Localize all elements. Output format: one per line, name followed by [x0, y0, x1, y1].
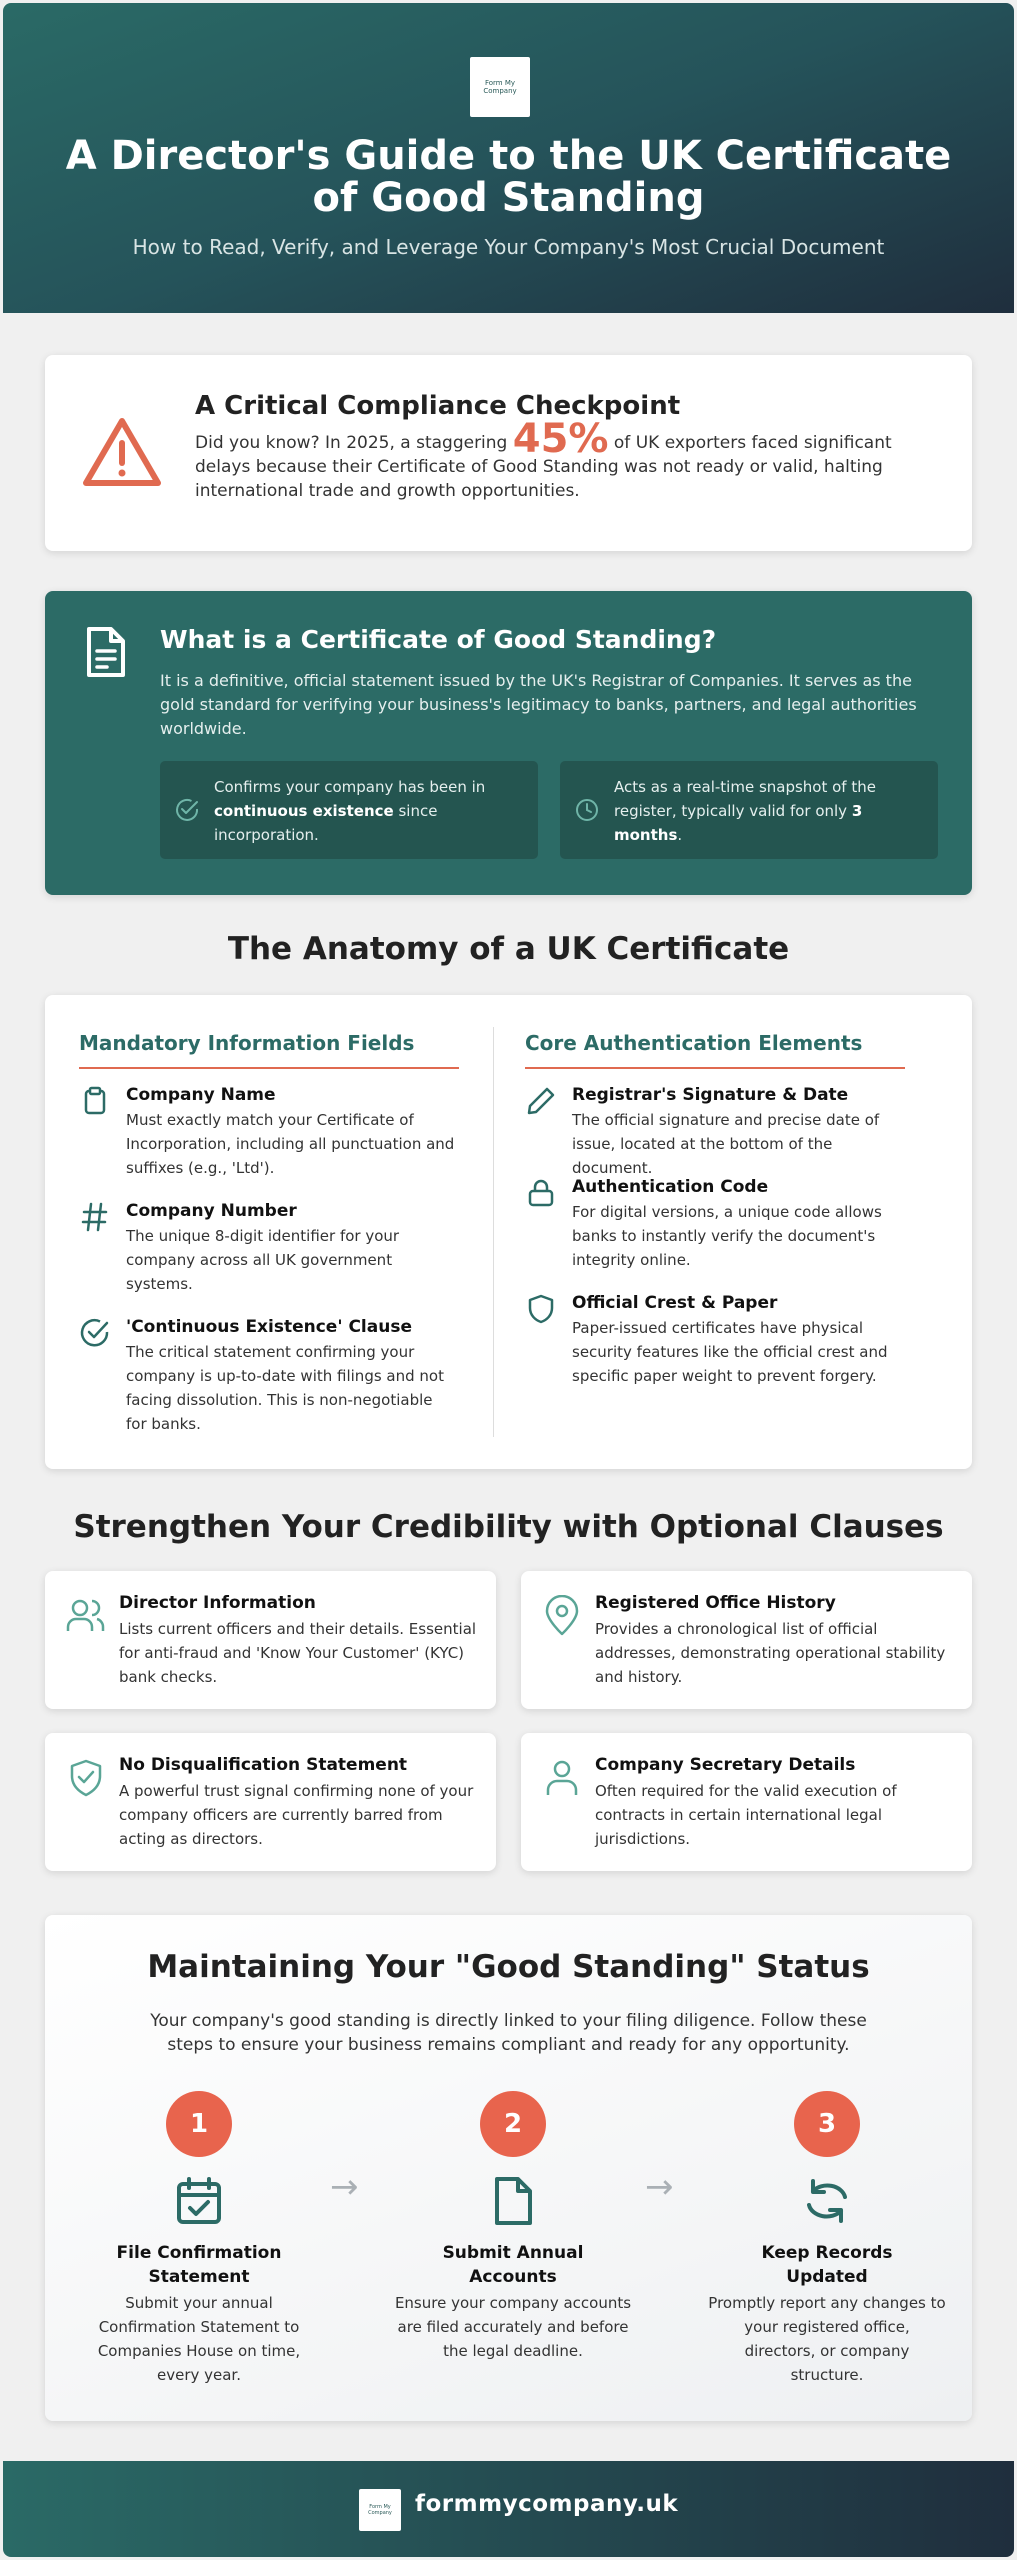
fact-card	[160, 761, 538, 859]
fact-text-bold: continuous existence	[214, 802, 394, 820]
anatomy-item-text: The official signature and precise date of issue, located at the bottom of the document.	[572, 1111, 880, 1177]
fact-text	[614, 775, 914, 847]
optional-clause-card	[521, 1571, 972, 1709]
anatomy-item-text: Paper-issued certificates have physical security features like the official crest and specific paper weight to prevent forgery.	[572, 1319, 888, 1385]
file-icon	[487, 2175, 539, 2227]
shield-check-icon	[65, 1757, 107, 1799]
clause-title: No Disqualification Statement	[119, 1755, 408, 1775]
anatomy-item-title: Company Name	[126, 1085, 276, 1105]
page-title: A Director's Guide to the UK Certificate of Good Standing	[65, 133, 952, 221]
optional-clause-card	[45, 1733, 496, 1871]
infographic	[3, 3, 1014, 2557]
refresh-icon	[801, 2175, 853, 2227]
compliance-alert-card	[45, 355, 972, 551]
column-divider	[493, 1027, 494, 1437]
step-number: 2	[480, 2091, 546, 2157]
pencil-icon	[525, 1085, 557, 1117]
clause-text: Lists current officers and their details. Essential for anti-fraud and 'Know Your Customer' (KYC) bank checks.	[119, 1620, 477, 1686]
authentication-heading: Core Authentication Elements	[525, 1031, 905, 1069]
step-text: Promptly report any changes to your registered office, directors, or company structure.	[708, 2294, 946, 2384]
maintain-intro: Your company's good standing is directly linked to your filing diligence. Follow these steps to ensure your business remains compliant and ready for any opportunity.	[150, 2011, 867, 2055]
fact-text	[214, 775, 514, 847]
lock-icon	[525, 1177, 557, 1209]
anatomy-item-text: The unique 8-digit identifier for your company across all UK government systems.	[126, 1227, 400, 1293]
anatomy-item-title: Authentication Code	[572, 1177, 769, 1197]
optional-clauses-title: Strengthen Your Credibility with Optional Clauses	[73, 1509, 944, 1545]
what-is-section	[45, 591, 972, 895]
footer-site-link[interactable]: formmycompany.uk	[415, 2491, 679, 2517]
step-title: File Confirmation Statement	[116, 2243, 282, 2287]
alert-text-before: Did you know? In 2025, a staggering	[195, 433, 513, 453]
maintain-title: Maintaining Your "Good Standing" Status	[147, 1949, 870, 1985]
shield-icon	[525, 1293, 557, 1325]
optional-clause-card	[45, 1571, 496, 1709]
anatomy-item-title: Registrar's Signature & Date	[572, 1085, 849, 1105]
alert-text	[195, 416, 915, 503]
step-text: Ensure your company accounts are filed accurately and before the legal deadline.	[394, 2294, 632, 2360]
anatomy-card	[45, 995, 972, 1469]
user-icon	[541, 1757, 583, 1799]
users-icon	[65, 1595, 107, 1637]
step-item	[69, 2091, 329, 2387]
anatomy-item-text: Must exactly match your Certificate of Incorporation, including all punctuation and suffixes (e.g., 'Ltd').	[126, 1111, 455, 1177]
step-title: Submit Annual Accounts	[442, 2243, 584, 2287]
check-circle-icon	[174, 797, 200, 823]
step-item	[383, 2091, 643, 2363]
anatomy-item-text: The critical statement confirming your company is up-to-date with filings and not facing dissolution. This is non-negotiable for banks.	[126, 1343, 444, 1433]
fact-text-after: .	[677, 826, 683, 844]
step-item	[697, 2091, 957, 2387]
map-pin-icon	[541, 1595, 583, 1637]
clause-title: Director Information	[119, 1593, 316, 1613]
document-icon	[83, 625, 129, 679]
anatomy-item-title: 'Continuous Existence' Clause	[126, 1317, 412, 1337]
anatomy-item-title: Company Number	[126, 1201, 297, 1221]
alert-title: A Critical Compliance Checkpoint	[195, 391, 681, 421]
fact-text-before: Acts as a real-time snapshot of the register, typically valid for only	[614, 778, 876, 820]
mandatory-fields-heading: Mandatory Information Fields	[79, 1031, 459, 1069]
footer-logo-text: Form My Company	[368, 2504, 392, 2516]
maintain-status-section	[45, 1915, 972, 2421]
clause-text: A powerful trust signal confirming none of your company officers are currently barred from acting as directors.	[119, 1782, 474, 1848]
step-number: 3	[794, 2091, 860, 2157]
fact-text-after: since incorporation.	[214, 802, 438, 844]
clock-icon	[574, 797, 600, 823]
arrow-right-icon: →	[645, 2167, 674, 2207]
optional-clause-card	[521, 1733, 972, 1871]
logo-text: Form My Company	[483, 79, 517, 95]
clause-text: Provides a chronological list of official addresses, demonstrating operational stability and history.	[595, 1620, 946, 1686]
footer-logo	[359, 2489, 401, 2531]
clipboard-icon	[79, 1085, 111, 1117]
warning-icon	[81, 415, 163, 489]
anatomy-item-title: Official Crest & Paper	[572, 1293, 778, 1313]
fact-text-bold: 3 months	[614, 802, 863, 844]
fact-card	[560, 761, 938, 859]
what-title: What is a Certificate of Good Standing?	[160, 625, 717, 654]
fact-text-before: Confirms your company has been in	[214, 778, 486, 796]
hash-icon	[79, 1201, 111, 1233]
step-number: 1	[166, 2091, 232, 2157]
anatomy-title: The Anatomy of a UK Certificate	[227, 931, 790, 967]
what-description: It is a definitive, official statement issued by the UK's Registrar of Companies. It serves as the gold standard for verifying your business's legitimacy to banks, partners, and legal authorities worldwide.	[160, 671, 917, 738]
hero-header	[3, 3, 1014, 313]
clause-title: Registered Office History	[595, 1593, 836, 1613]
step-text: Submit your annual Confirmation Statement to Companies House on time, every year.	[97, 2294, 301, 2384]
step-title: Keep Records Updated	[761, 2243, 893, 2287]
calendar-check-icon	[173, 2175, 225, 2227]
arrow-right-icon: →	[330, 2167, 359, 2207]
clause-text: Often required for the valid execution of contracts in certain international legal jurisdictions.	[595, 1782, 897, 1848]
anatomy-item-text: For digital versions, a unique code allows banks to instantly verify the document's integrity online.	[572, 1203, 882, 1269]
check-circle-icon	[79, 1317, 111, 1349]
alert-text-after: of UK exporters faced significant delays because their Certificate of Good Standing was not ready or valid, halting international trade and growth opportunities.	[195, 433, 892, 501]
clause-title: Company Secretary Details	[595, 1755, 856, 1775]
footer	[3, 2461, 1014, 2557]
page-subtitle: How to Read, Verify, and Leverage Your Company's Most Crucial Document	[132, 235, 885, 259]
company-logo	[470, 57, 530, 117]
alert-stat: 45%	[512, 416, 609, 462]
